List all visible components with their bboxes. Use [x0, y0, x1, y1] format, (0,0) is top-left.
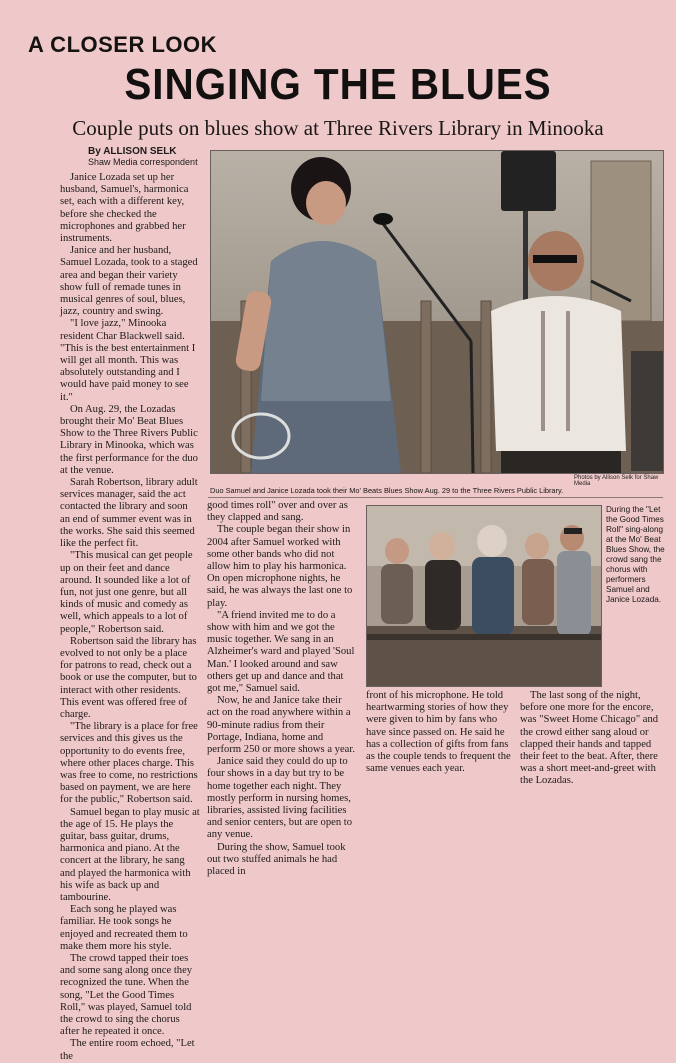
photo-credit: Photos by Allison Selk for Shaw Media — [574, 475, 659, 487]
paragraph: Now, he and Janice take their act on the road anywhere within a 90-minute radius from their Portage, Indiana, home and perform 250 or more shows a year. — [207, 695, 355, 756]
byline-role: Shaw Media correspondent — [88, 157, 198, 167]
crowd-photo-image — [367, 506, 601, 686]
caption-divider — [208, 497, 663, 498]
paragraph: Samuel began to play music at the age of 15. He plays the guitar, bass guitar, drums, harmonica and piano. At the concert at the library, he sang and played the harmonica with his wife as back up and tambourine. — [60, 806, 200, 903]
performers-photo-image — [211, 151, 663, 473]
paragraph: Robertson said the library has evolved to not only be a place for patrons to read, check out a book or use the computer, but to interact with other residents. This event was offered free of charge. — [60, 635, 197, 720]
main-photo-caption: Duo Samuel and Janice Lozada took their Mo' Beats Blues Show Aug. 29 to the Three Rivers Public Library. — [210, 486, 564, 495]
article-column-2 — [207, 500, 355, 878]
paragraph: The entire room echoed, "Let the — [60, 1038, 195, 1062]
paragraph: Janice said they could do up to four shows in a day but try to be home together each night. They mostly perform in nursing homes, libraries, assisted living facilities and senior centers, but are open to any venue. — [207, 756, 353, 841]
subheadline: Couple puts on blues show at Three Rivers Library in Minooka — [72, 116, 604, 140]
paragraph: During the show, Samuel took out two stuffed animals he had placed in — [207, 841, 346, 878]
paragraph: "The library is a place for free services and this gives us the opportunity to do events free, where other places charge. This was free to come, no restrictions based on payment, we are here for the public," Robertson said. — [60, 721, 198, 806]
paragraph: The last song of the night, before one more for the encore, was "Sweet Home Chicago" and the crowd either sang aloud or clapped their hands and tapped their feet to the beat. After, there was a short meet-and-greet with the Lozadas. — [520, 690, 659, 787]
paragraph: Janice and her husband, Samuel Lozada, took to a staged area and began their variety show full of remade tunes in musical genres of soul, blues, jazz, country and swing. — [60, 245, 198, 318]
article-column-1 — [60, 172, 200, 1063]
headline: SINGING THE BLUES — [124, 60, 552, 109]
paragraph: "A friend invited me to do a show with him and we got the music together. We sang in an Alzheimer's ward and played 'Soul Man.' I looked around and saw others get up and dance and that got me," Samuel said. — [207, 609, 355, 695]
byline — [88, 146, 198, 168]
article-column-3 — [366, 690, 514, 775]
paragraph: "This musical can get people up on their feet and dance around. It sounded like a lot of fun, not just one genre, but all kinds of music and comedy as well, which appeals to a lot of people," Robertson said. — [60, 550, 193, 635]
section-kicker: A CLOSER LOOK — [28, 32, 218, 57]
paragraph: Sarah Robertson, library adult services manager, said the act contacted the library and soon an end of summer event was in the works. She said this seemed like the perfect fit. — [60, 477, 198, 550]
crowd-photo-caption: During the "Let the Good Times Roll" sing-along at the Mo' Beat Blues Show, the crowd sang the chorus with performers Samuel and Janice Lozada. — [606, 505, 665, 604]
paragraph: "I love jazz," Minooka resident Char Blackwell said. "This is the best entertainment I will get all month. This was absolutely outstanding and I would have paid money to see it." — [60, 318, 196, 403]
paragraph: The couple began their show in 2004 after Samuel worked with some other bands who did not allow him to play his harmonica. On open microphone nights, he said, he was always the last one to play. — [207, 524, 353, 609]
paragraph: Each song he played was familiar. He took songs he enjoyed and recreated them to make them more his style. — [60, 904, 188, 952]
byline-author: By ALLISON SELK — [88, 146, 177, 157]
paragraph: good times roll" over and over as they clapped and sang. — [207, 500, 348, 524]
paragraph: front of his microphone. He told heartwarming stories of how they were given to him by fans who have since passed on. He said he has a collection of gifts from fans as the couple tends to frequent the same venues each year. — [366, 690, 511, 775]
paragraph: Janice Lozada set up her husband, Samuel's, harmonica set, each with a different key, before she checked the microphones and grabbed her instruments. — [60, 172, 189, 245]
paragraph: On Aug. 29, the Lozadas brought their Mo' Beat Blues Show to the Three Rivers Public Library in Minooka, which was the first performance for the duo at the venue. — [60, 403, 198, 476]
main-photo — [210, 150, 664, 474]
crowd-photo — [366, 505, 602, 687]
article-column-4 — [520, 690, 666, 788]
paragraph: The crowd tapped their toes and some sang along once they recognized the tune. When the song, "Let the Good Times Roll," was played, Samuel told the crowd to sing the chorus after he repeated it once. — [60, 953, 193, 1038]
